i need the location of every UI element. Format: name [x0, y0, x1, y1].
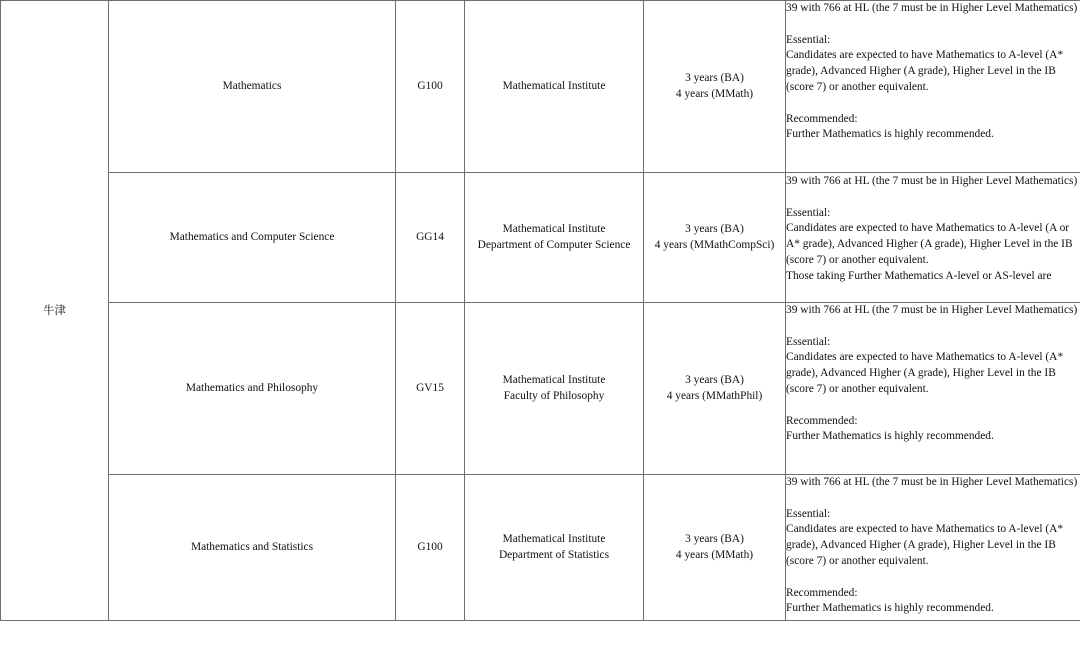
requirement-cell[interactable]	[786, 475, 1080, 621]
department-cell[interactable]	[465, 303, 644, 475]
ib-score-text: 39 with 766 at HL (the 7 must be in Higher Level Mathematics)	[786, 304, 1078, 316]
course-name-cell[interactable]	[109, 173, 396, 303]
essential-text: Candidates are expected to have Mathematics to A-level (A* grade), Advanced Higher (A grade), Higher Level in the IB (score 7) or another equivalent.	[786, 523, 1064, 567]
department-name: Department of Statistics	[498, 548, 610, 561]
department-name: Department of Computer Science	[477, 238, 631, 251]
duration-line: 4 years (MMath)	[675, 548, 754, 561]
recommended-label: Recommended:	[786, 112, 858, 125]
course-code: G100	[417, 79, 443, 92]
duration-cell[interactable]	[644, 303, 786, 475]
essential-label: Essential:	[786, 33, 831, 46]
course-code-cell[interactable]	[396, 475, 465, 621]
essential-label: Essential:	[786, 335, 831, 348]
essential-text: Candidates are expected to have Mathematics to A-level (A* grade), Advanced Higher (A grade), Higher Level in the IB (score 7) or another equivalent.	[786, 49, 1064, 93]
recommended-label: Recommended:	[786, 586, 858, 599]
course-name: Mathematics and Philosophy	[185, 381, 319, 394]
recommended-label: Recommended:	[786, 414, 858, 427]
course-code: G100	[417, 540, 443, 553]
course-name: Mathematics and Computer Science	[169, 230, 335, 243]
department-name: Mathematical Institute	[502, 79, 606, 92]
essential-label: Essential:	[786, 206, 831, 219]
essential-label: Essential:	[786, 507, 831, 520]
department-name: Faculty of Philosophy	[503, 389, 605, 402]
course-code-cell[interactable]	[396, 173, 465, 303]
duration-line: 3 years (BA)	[685, 532, 744, 545]
course-name-cell[interactable]	[109, 303, 396, 475]
university-name: 牛津	[43, 302, 66, 317]
duration-line: 4 years (MMathPhil)	[666, 389, 763, 402]
course-name: Mathematics and Statistics	[190, 540, 314, 553]
recommended-text: Further Mathematics is highly recommended.	[786, 430, 994, 443]
duration-line: 3 years (BA)	[685, 222, 744, 235]
requirement-cell[interactable]	[786, 303, 1080, 475]
table-row	[1, 173, 1080, 303]
duration-cell[interactable]	[644, 173, 786, 303]
essential-text: Candidates are expected to have Mathematics to A-level (A* grade), Advanced Higher (A grade), Higher Level in the IB (score 7) or another equivalent.	[786, 351, 1064, 395]
recommended-text: Further Mathematics is highly recommended.	[786, 128, 994, 141]
table-row	[1, 475, 1080, 621]
course-code: GG14	[416, 230, 444, 243]
department-name: Mathematical Institute	[502, 222, 606, 235]
department-cell[interactable]	[465, 475, 644, 621]
department-name: Mathematical Institute	[502, 373, 606, 386]
course-name: Mathematics	[222, 79, 282, 92]
ib-score-text: 39 with 766 at HL (the 7 must be in Higher Level Mathematics)	[786, 476, 1078, 488]
course-name-cell[interactable]	[109, 475, 396, 621]
requirement-cell[interactable]	[786, 173, 1080, 303]
department-cell[interactable]	[465, 1, 644, 173]
duration-line: 3 years (BA)	[685, 373, 744, 386]
recommended-text: Further Mathematics is highly recommended.	[786, 602, 994, 615]
course-code-cell[interactable]	[396, 303, 465, 475]
ib-score-text: 39 with 766 at HL (the 7 must be in Higher Level Mathematics)	[786, 2, 1078, 14]
duration-cell[interactable]	[644, 475, 786, 621]
duration-line: 4 years (MMath)	[675, 87, 754, 100]
course-name-cell[interactable]	[109, 1, 396, 173]
course-code-cell[interactable]	[396, 1, 465, 173]
duration-line: 4 years (MMathCompSci)	[654, 238, 775, 251]
further-maths-note: Those taking Further Mathematics A-level or AS-level are	[786, 269, 1052, 282]
essential-text: Candidates are expected to have Mathematics to A-level (A or A* grade), Advanced Higher (A grade), Higher Level in the IB (score 7) or another equivalent.	[786, 222, 1073, 266]
department-name: Mathematical Institute	[502, 532, 606, 545]
ib-score-text: 39 with 766 at HL (the 7 must be in Higher Level Mathematics)	[786, 175, 1078, 187]
department-cell[interactable]	[465, 173, 644, 303]
duration-line: 3 years (BA)	[685, 71, 744, 84]
table-row	[1, 303, 1080, 475]
requirement-cell[interactable]	[786, 1, 1080, 173]
course-code: GV15	[416, 381, 444, 394]
table-row	[1, 1, 1080, 173]
university-cell[interactable]	[1, 1, 109, 621]
duration-cell[interactable]	[644, 1, 786, 173]
